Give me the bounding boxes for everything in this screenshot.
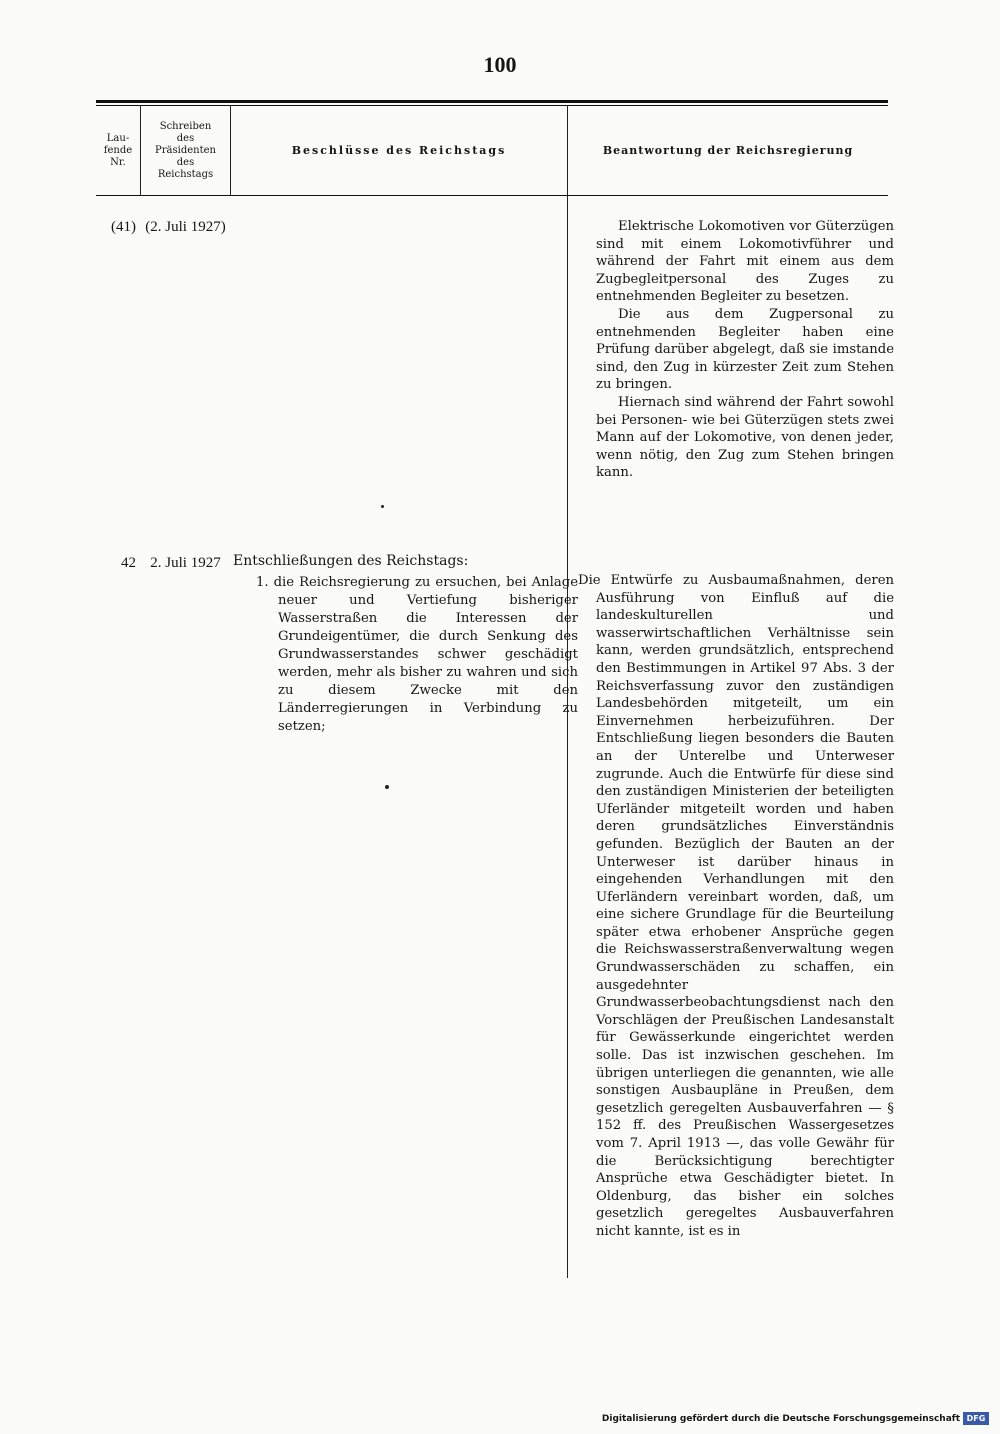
resolution-text: 1. die Reichsregierung zu ersuchen, bei Anlage neuer und Vertiefung bisheriger Wasserstraßen die Interessen der Grundeigentümer, die durch Senkung des Grundwasserstandes schwer geschädigt werden, mehr als bisher zu wahren und sich zu diesem Zwecke mit den Länderregierungen in Verbindung zu setzen; [256,575,578,734]
answer-paragraph: Hiernach sind während der Fahrt sowohl bei Personen- wie bei Güterzügen stets zwei Mann auf der Lokomotive, von denen jeder, wenn nötig, den Zug zum Stehen bringen kann. [596,394,894,481]
header-beschluesse: Beschlüsse des Reichstags [291,143,507,157]
row-42-nr: 42 [121,555,136,571]
footer-credit: Digitalisierung gefördert durch die Deutsche Forschungsgemeinschaft [601,1414,960,1424]
answer-paragraph: Die Entwürfe zu Ausbaumaßnahmen, deren Ausführung von Einfluß auf die landeskulturellen und wasserwirtschaftlichen Verhältnisse sein kann, werden grundsätzlich, entsprechend den Bestimmungen in Artikel 97 Abs. 3 der Reichsverfassung zuvor den zuständigen Landesbehörden mitgeteilt, um ein Einvernehmen herbeizuführen. Der Entschließung liegen besonders die Bauten an der Unterelbe und Unterweser zugrunde. Auch die Entwürfe für diese sind den zuständigen Ministerien der beteiligten Uferländer mitgeteilt worden und haben deren grundsätzliches Einverständnis gefunden. Bezüglich der Bauten an der Unterweser ist darüber hinaus in eingehenden Verhandlungen mit den Uferländern vereinbart worden, daß, um eine sichere Grundlage für die Beurteilung später etwa erhobener Ansprüche gegen die Reichswasserstraßenverwaltung wegen Grundwasserschäden zu schaffen, ein ausgedehnter Grundwasserbeobachtungsdienst nach den Vorschlägen der Preußischen Landesanstalt für Gewässerkunde eingerichtet werden solle. Das ist inzwischen geschehen. Im übrigen unterliegen die genannten, wie alle sonstigen Ausbaupläne in Preußen, dem gesetzlich geregelten Ausbauverfahren — § 152 ff. des Preußischen Wassergesetzes vom 7. April 1913 —, das volle Gewähr für die Berücksichtigung berechtigter Ansprüche etwa Geschädigter bietet. In Oldenburg, das bisher ein solches gesetzlich geregeltes Ausbauverfahren nicht kannte, ist es in [578,573,894,1239]
stray-dot [385,785,389,789]
header-beantwortung: Beantwortung der Reichsregierung [602,143,854,157]
page-number: 100 [483,52,517,77]
table-header-rule [96,195,888,196]
header-laufende-nr: Lau- fende Nr. [103,132,133,168]
stray-dot [381,505,384,508]
row-41-nr: (41) [111,219,136,235]
table-top-rule [96,100,888,103]
answer-paragraph: Elektrische Lokomotiven vor Güterzügen sind mit einem Lokomotivführer und während der Fahrt mit einem aus dem Zugbegleitpersonal des Zuges zu entnehmenden Begleiter zu besetzen. [596,219,894,305]
resolution-heading: Entschließungen des Reichstags: [233,553,469,569]
answer-paragraph: Die aus dem Zugpersonal zu entnehmenden Begleiter haben eine Prüfung darüber abgelegt, daß sie imstande sind, den Zug in kürzester Zeit zum Stehen zu bringen. [596,306,894,393]
row-41-date: (2. Juli 1927) [145,219,226,235]
dfg-logo: DFG [963,1412,989,1425]
row-41-answer [596,218,894,482]
header-schreiben: Schreiben des Präsidenten des Reichstags [155,120,216,180]
row-42-answer [578,572,894,1241]
row-42-date: 2. Juli 1927 [150,555,221,571]
